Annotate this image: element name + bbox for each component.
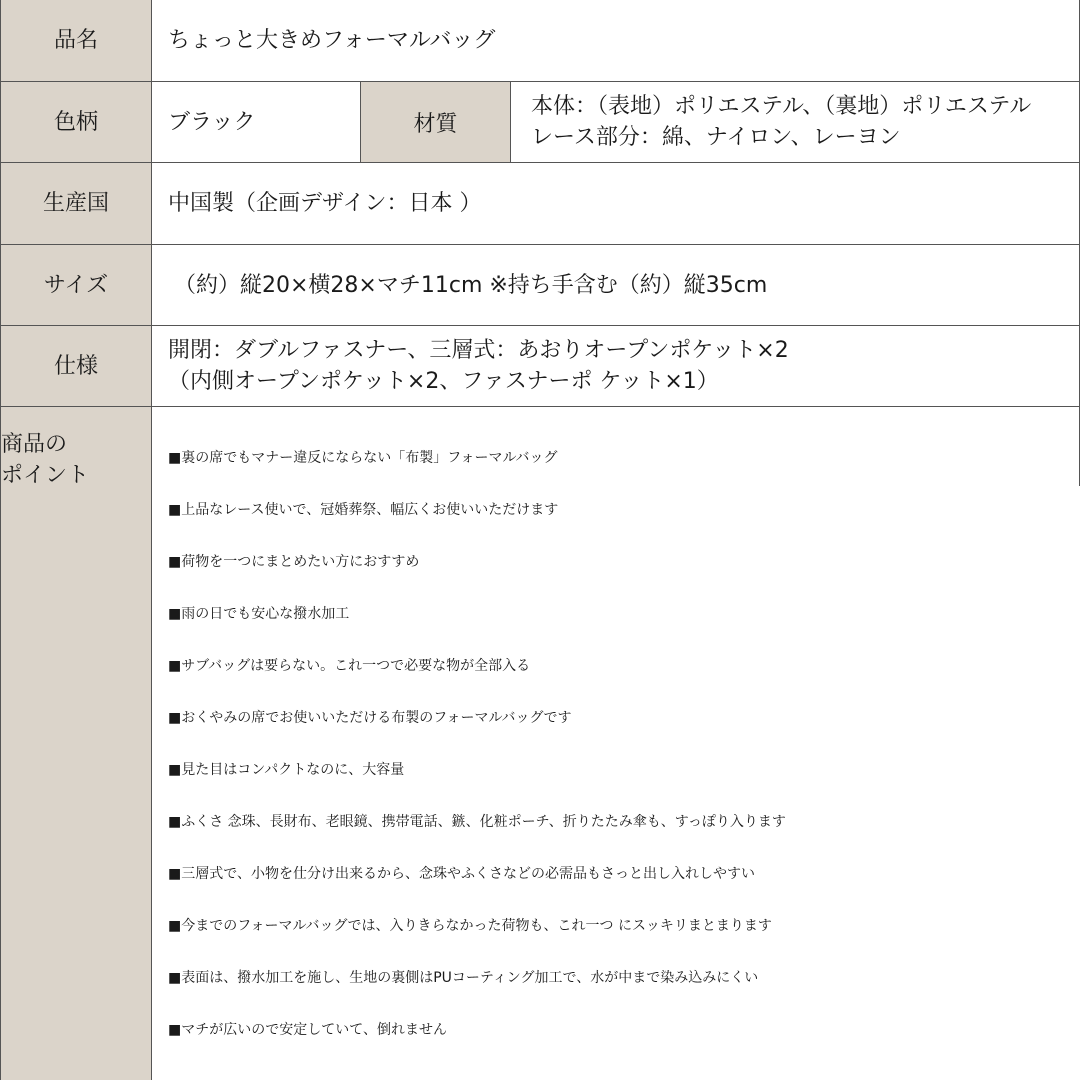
spec-line-1: 開閉：ダブルファスナー、三層式：あおりオープンポケット×2 [168,338,789,363]
product-name-text: ちょっと大きめフォーマルバッグ [168,28,496,53]
row-product-name [1,0,1080,81]
label-material: 材質 [360,82,511,162]
label-product-name: 品名 [1,0,152,81]
value-color [152,82,360,162]
origin-text: 中国製（企画デザイン：日本 ） [168,191,482,216]
size-text: （約）縦20×横28×マチ11cm ※持ち手含む（約）縦35cm [174,272,768,298]
spec-line-2: （内側オープンポケット×2、ファスナーポ ケット×1） [168,369,719,394]
list-item: ■三層式で、小物を仕分け出来るから、念珠やふくさなどの必需品もさっと出し入れしやすい [168,866,755,882]
list-item: ■今までのフォーマルバッグでは、入りきらなかった荷物も、これ一つ にスッキリまとまります [168,918,772,934]
list-item: ■マチが広いので安定していて、倒れません [168,1022,447,1038]
value-material [511,82,1080,162]
value-spec [152,326,1080,406]
points-list [152,407,1080,1080]
material-line-2: レース部分：綿、ナイロン、レーヨン [531,125,901,150]
row-points [1,406,1080,1080]
list-item: ■見た目はコンパクトなのに、大容量 [168,762,405,778]
row-spec [1,325,1080,406]
label-points [1,407,152,1080]
list-item: ■表面は、撥水加工を施し、生地の裏側はPUコーティング加工で、水が中まで染み込みにくい [168,970,759,986]
value-product-name [152,0,1080,81]
list-item: ■荷物を一つにまとめたい方におすすめ [168,554,420,570]
list-item: ■サブバッグは要らない。これ一つで必要な物が全部入る [168,658,531,674]
label-color: 色柄 [1,82,152,162]
list-item: ■裏の席でもマナー違反にならない「布製」フォーマルバッグ [168,450,558,466]
row-size [1,244,1080,325]
label-size: サイズ [1,245,152,325]
value-origin [152,163,1080,244]
list-item: ■おくやみの席でお使いいただける布製のフォーマルバッグです [168,710,572,726]
list-item: ■上品なレース使いで、冠婚葬祭、幅広くお使いいただけます [168,502,559,518]
list-item: ■雨の日でも安心な撥水加工 [168,606,350,622]
label-origin: 生産国 [1,163,152,244]
row-color-material [1,81,1080,162]
value-size [152,245,1080,325]
material-line-1: 本体：（表地）ポリエステル、（裏地）ポリエステル [531,94,1032,119]
row-origin [1,162,1080,244]
points-label-line-1: 商品の [1,432,68,457]
list-item: ■ふくさ 念珠、長財布、老眼鏡、携帯電話、鏃、化粧ポーチ、折りたたみ傘も、すっぽり入ります [168,814,786,830]
color-text: ブラック [168,109,256,135]
label-spec: 仕様 [1,326,152,406]
points-label-line-2: ポイント [1,463,90,488]
